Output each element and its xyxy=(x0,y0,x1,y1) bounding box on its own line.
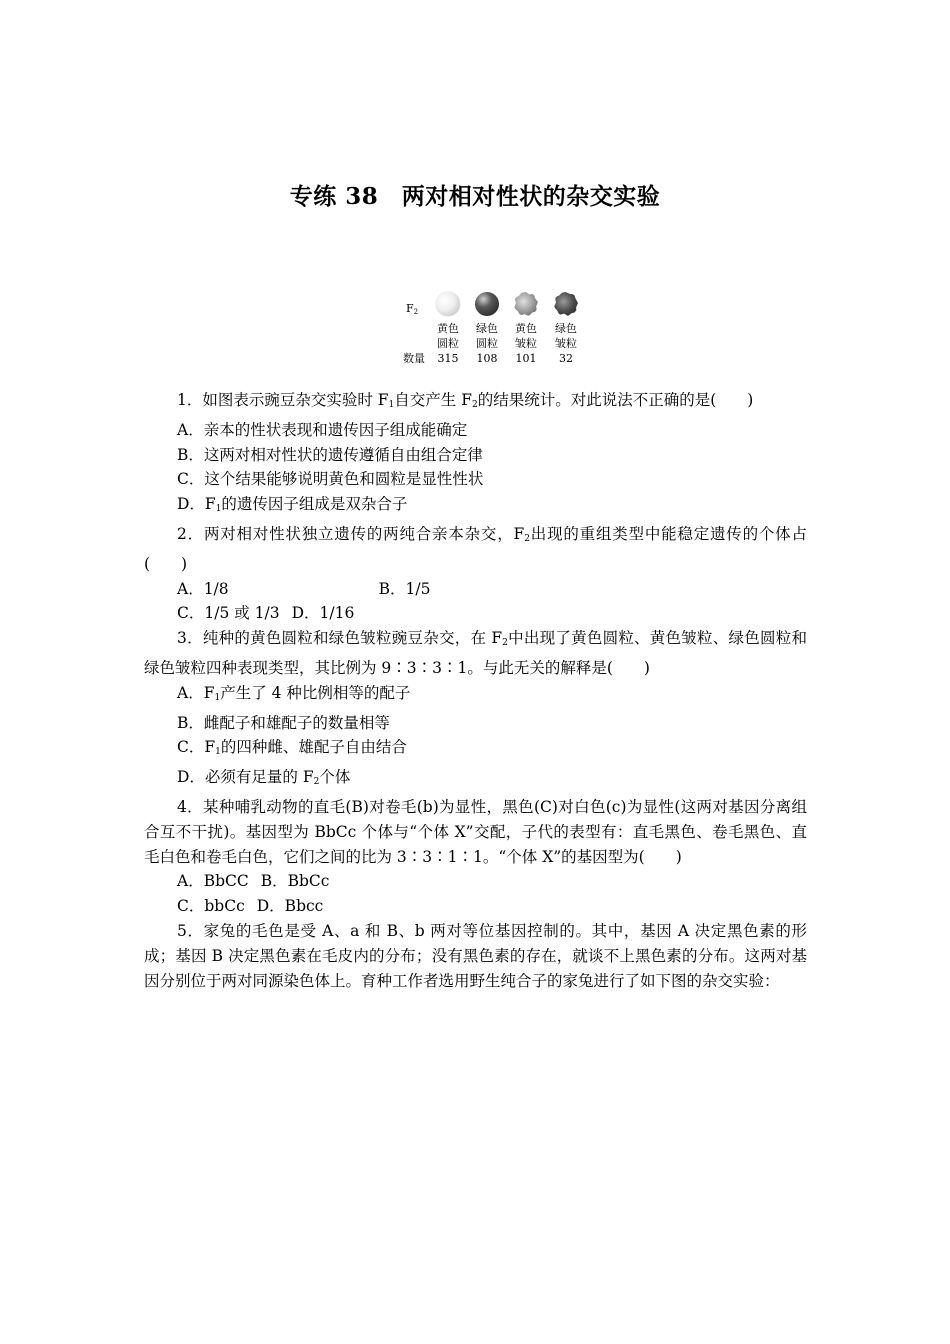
generation-label: $F_2$ xyxy=(406,302,419,316)
q1-option-b: B．这两对相对性状的遗传遵循自由组合定律 xyxy=(177,445,483,464)
q2-options-ab xyxy=(144,577,807,602)
q2-option-a: A．1/8 xyxy=(177,579,229,598)
q2-options-cd xyxy=(144,601,807,626)
q3-option-b: B．雌配子和雄配子的数量相等 xyxy=(177,713,390,732)
pea-count: 108 xyxy=(476,352,498,365)
green-round-pea-icon xyxy=(475,292,499,316)
q1-option-c: C．这个结果能够说明黄色和圆粒是显性性状 xyxy=(177,470,484,489)
green-wrinkled-pea-icon xyxy=(554,292,578,316)
quantity-label: 数量 xyxy=(403,352,425,365)
pea-label-green-wrinkled: 绿色 皱粒 32 xyxy=(548,321,584,366)
question-4: 4．某种哺乳动物的直毛(B)对卷毛(b)为显性，黑色(C)对白色(c)为显性(这两对基因分离组合互不干扰)。基因型为 BbCc 个体与“个体 X”交配，子代的表型有：直毛黑色、卷毛黑色、直毛白色和卷毛白色，它们之间的比为 3∶3∶1∶1。“个体 X”的基因型为( ) xyxy=(144,797,807,866)
q3-option-a: A．$F_1$产生了 4 种比例相等的配子 xyxy=(177,683,411,703)
questions xyxy=(144,388,807,993)
question-1: 1．如图表示豌豆杂交实验时 $F_1$自交产生 $F_2$的结果统计。对此说法不正确的是( ) xyxy=(177,391,754,410)
question-3: 3．纯种的黄色圆粒和绿色皱粒豌豆杂交，在 $F_2$中出现了黄色圆粒、黄色皱粒、绿色圆粒和绿色皱粒四种表现类型，其比例为 9∶3∶3∶1。与此无关的解释是( ) xyxy=(144,629,807,677)
q2-option-c: C．1/5 或 1/3 xyxy=(177,604,280,623)
yellow-round-pea-icon xyxy=(436,292,460,316)
q4-option-d: D．Bbcc xyxy=(256,897,324,916)
yellow-wrinkled-pea-icon xyxy=(514,292,538,316)
q4-options-cd xyxy=(144,894,807,919)
pea-label-yellow-wrinkled: 黄色 皱粒 101 xyxy=(508,321,544,366)
q4-options-ab xyxy=(144,869,807,894)
q4-option-a: A．BbCC xyxy=(177,872,249,891)
q3-option-d: D．必须有足量的 $F_2$个体 xyxy=(177,768,351,788)
question-2: 2．两对相对性状独立遗传的两纯合亲本杂交，$F_2$出现的重组类型中能稳定遗传的个体占( ) xyxy=(144,524,807,573)
f2-pea-figure xyxy=(403,288,588,368)
q3-option-c: C．$F_1$的四种雌、雄配子自由结合 xyxy=(177,738,407,758)
pea-label-green-round: 绿色 圆粒 108 xyxy=(469,321,505,366)
q4-option-c: C．bbCc xyxy=(177,897,245,916)
q2-option-b: B．1/5 xyxy=(378,579,431,598)
q4-option-b: B．BbCc xyxy=(260,872,330,891)
pea-count: 315 xyxy=(437,352,459,365)
question-5: 5．家兔的毛色是受 A、a 和 B、b 两对等位基因控制的。其中，基因 A 决定黑色素的形成；基因 B 决定黑色素在毛皮内的分布；没有黑色素的存在，就谈不上黑色素的分布。这两对基因分别位于两对同源染色体上。育种工作者选用野生纯合子的家兔进行了如下图的杂交实验： xyxy=(144,921,807,990)
page-title: 专练 38 两对相对性状的杂交实验 xyxy=(289,183,661,210)
q1-option-a: A．亲本的性状表现和遗传因子组成能确定 xyxy=(177,420,468,439)
pea-count: 101 xyxy=(515,352,537,365)
q1-option-d: D．$F_1$的遗传因子组成是双杂合子 xyxy=(177,495,408,515)
q2-option-d: D．1/16 xyxy=(291,604,355,623)
pea-count: 32 xyxy=(559,352,573,365)
pea-label-yellow-round: 黄色 圆粒 315 xyxy=(430,321,466,366)
